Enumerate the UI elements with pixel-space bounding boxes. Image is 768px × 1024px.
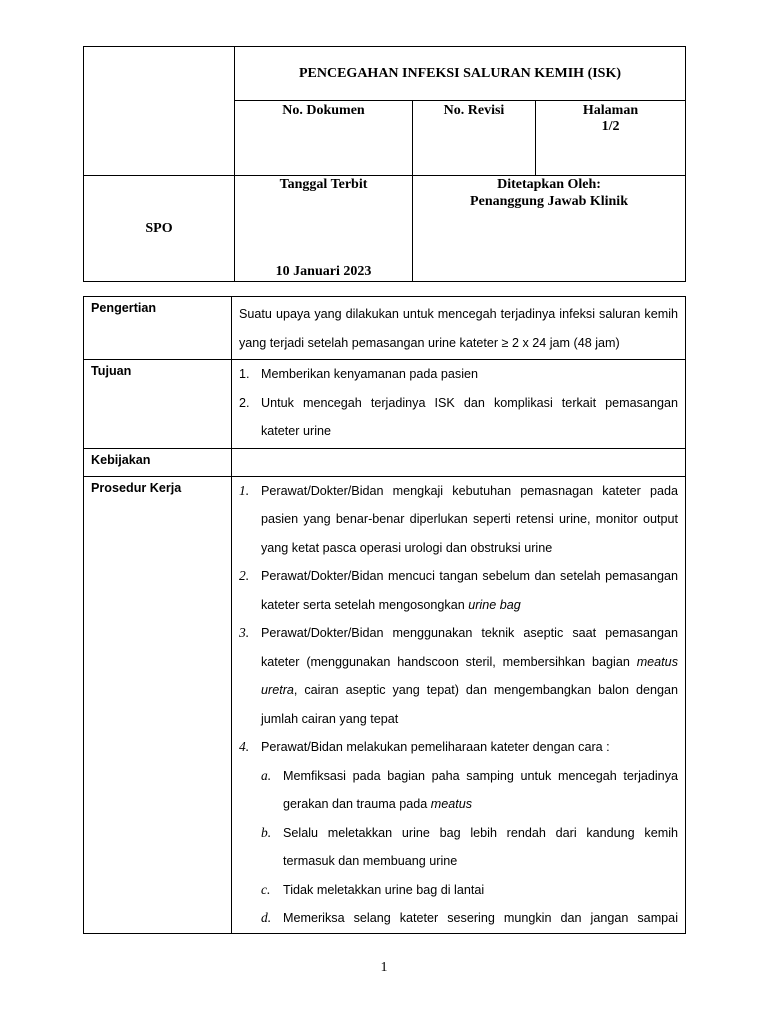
sub-list-item: b. Selalu meletakkan urine bag lebih rendah dari kandung kemih termasuk dan membuang urine (261, 824, 678, 868)
tanggal-terbit-cell (235, 176, 413, 282)
tanggal-terbit-value: 10 Januari 2023 (275, 264, 372, 279)
prosedur-row (84, 476, 686, 933)
kebijakan-text (232, 448, 686, 476)
tujuan-label: Tujuan (84, 360, 232, 449)
halaman-value: 1/2 (601, 119, 620, 134)
no-dokumen-label: No. Dokumen (235, 101, 413, 176)
page-number: 1 (380, 960, 388, 975)
sub-list-item: d. Memeriksa selang kateter sesering mungkin dan jangan sampai (261, 910, 678, 925)
spo-label: SPO (84, 176, 235, 282)
pengertian-row (84, 297, 686, 360)
kebijakan-row (84, 448, 686, 476)
prosedur-label: Prosedur Kerja (84, 476, 232, 933)
sub-list (261, 762, 678, 933)
logo-cell (84, 47, 235, 176)
tujuan-row (84, 360, 686, 449)
list-item: 2. Perawat/Dokter/Bidan mencuci tangan sebelum dan setelah pemasangan kateter serta setelah mengosongkan urine bag (239, 568, 678, 612)
sop-content-table (83, 296, 686, 934)
list-item: 4. Perawat/Bidan melakukan pemeliharaan kateter dengan cara : a. Memfiksasi pada bagian paha samping untuk mencegah terjadinya gerakan dan trauma pada meatus b. Selalu meletakkan urine bag lebih rendah dari kandung kemih termasuk dan membuang urine c. Tidak meletakkan urine bag di lantai d. Memeriksa selang kateter sesering mungkin dan jangan sampai (239, 733, 678, 933)
no-revisi-label: No. Revisi (413, 101, 536, 176)
tujuan-list (232, 360, 686, 449)
ditetapkan-label: Ditetapkan Oleh: (497, 177, 601, 192)
kebijakan-label: Kebijakan (84, 448, 232, 476)
tanggal-terbit-label: Tanggal Terbit (279, 177, 368, 192)
prosedur-list (232, 476, 686, 933)
list-item: 3. Perawat/Dokter/Bidan menggunakan teknik aseptic saat pemasangan kateter (menggunakan handscoon steril, membersihkan bagian meatus uretra, cairan aseptic yang tepat) dan mengembangkan balon dengan jumlah cairan yang tepat (239, 625, 678, 726)
document-title: PENCEGAHAN INFEKSI SALURAN KEMIH (ISK) (235, 47, 686, 101)
sub-list-item: c. Tidak meletakkan urine bag di lantai (261, 881, 485, 897)
halaman-cell (536, 101, 686, 176)
halaman-label: Halaman (582, 103, 639, 118)
ditetapkan-value: Penanggung Jawab Klinik (470, 194, 628, 209)
list-item: 2. Untuk mencegah terjadinya ISK dan komplikasi terkait pemasangan kateter urine (239, 395, 678, 438)
document-header-table (83, 46, 686, 282)
list-item: 1. Memberikan kenyamanan pada pasien (239, 367, 479, 381)
sub-list-item: a. Memfiksasi pada bagian paha samping untuk mencegah terjadinya gerakan dan trauma pada meatus (261, 767, 678, 811)
pengertian-label: Pengertian (84, 297, 232, 360)
list-item: 1. Perawat/Dokter/Bidan mengkaji kebutuhan pemasnagan kateter pada pasien yang benar-benar diperlukan seperti retensi urine, monitor output yang ketat pasca operasi urologi dan obstruksi urine (239, 482, 678, 555)
pengertian-text: Suatu upaya yang dilakukan untuk mencegah terjadinya infeksi saluran kemih yang terjadi setelah pemasangan urine kateter ≥ 2 x 24 jam (48 jam) (232, 297, 686, 360)
ditetapkan-cell (413, 176, 686, 282)
